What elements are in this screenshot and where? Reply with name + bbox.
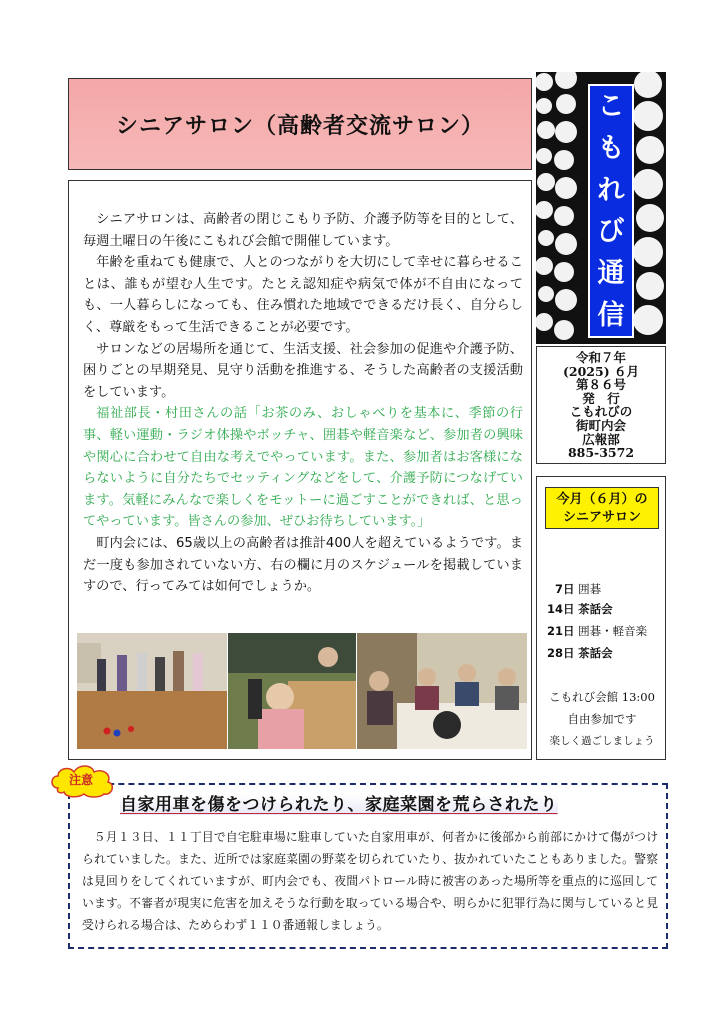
masthead-char: 通 — [597, 257, 625, 289]
photo-group-meeting — [357, 633, 527, 749]
masthead-char: れ — [597, 174, 625, 206]
masthead-char: び — [597, 216, 625, 248]
schedule-date: 7日 — [555, 582, 575, 596]
article-paragraph: サロンなどの居場所を通じて、生活支援、社会参加の促進や介護予防、困りごとの早期発見、見守り活動を推進する、そうした高齢者の支援活動をしています。 — [83, 341, 523, 400]
article-quote: 福祉部長・村田さんの話「お茶のみ、おしゃべりを基本に、季節の行事、軽い運動・ラジオ体操やボッチャ、囲碁や軽音楽など、参加者の興味や関心に合わせて自由な考えでやっています。また、参加者はお客様にならないように自分たちでセッティングなどをして、介護予防につなげています。気軽にみんなで楽しくをモットーに過ごすことができれば、と思ってやっています。皆さんの参加、ぜひお待ちしています。」 — [83, 406, 523, 530]
article-body — [83, 209, 523, 598]
schedule-date: 21日 — [547, 624, 575, 638]
masthead-char: も — [597, 132, 625, 164]
issue-line: (2025) ６月 — [563, 363, 639, 379]
schedule-row — [537, 601, 667, 617]
schedule-date: 28日 — [547, 646, 575, 660]
schedule-note: 楽しく過ごしましょう — [549, 735, 655, 747]
article-paragraph: シニアサロンは、高齢者の閉じこもり予防、介護予防等を目的として、毎週土曜日の午後にこもれび会館で開催しています。 — [83, 212, 523, 249]
schedule-heading — [545, 487, 659, 529]
issue-line: 発 行 — [582, 390, 620, 406]
masthead-char: こ — [597, 91, 625, 123]
schedule-activity: 囲碁 — [578, 582, 602, 596]
photo-table-game — [228, 633, 356, 749]
photo-bocce — [77, 633, 227, 749]
masthead-title — [588, 84, 634, 338]
schedule-note: 自由参加です — [567, 712, 637, 726]
schedule-activity: 茶話会 — [578, 602, 613, 616]
schedule-activity: 茶話会 — [578, 646, 613, 660]
notice-headline — [120, 790, 632, 814]
issue-line: 令和７年 — [575, 350, 626, 365]
notice-badge — [48, 762, 118, 798]
notice-badge-label: 注意 — [68, 773, 93, 787]
issue-line: 第８６号 — [575, 377, 626, 393]
schedule-row — [537, 623, 667, 639]
notice-headline-text: 自家用車を傷をつけられたり、家庭菜園を荒らされたり — [120, 795, 558, 815]
schedule-note: こもれび会館 13:00 — [549, 690, 655, 704]
issue-line: こもれびの — [569, 404, 633, 420]
schedule-heading-line: シニアサロン — [562, 510, 641, 525]
header-banner — [68, 78, 532, 170]
schedule-row — [537, 645, 667, 661]
schedule-activity: 囲碁・軽音楽 — [578, 624, 648, 638]
article-box — [68, 180, 532, 760]
schedule-date: 14日 — [547, 602, 575, 616]
article-paragraph: 年齢を重ねても健康で、人とのつながりを大切にして幸せに暮らせることは、誰もが望む人生です。たとえ認知症や病気で体が不自由になっても、一人暮らしになっても、住み慣れた地域でできるだけ長く、自分らしく、尊厳をもって生活できることが必要です。 — [83, 255, 523, 335]
schedule-box — [536, 476, 666, 760]
masthead-char: 信 — [597, 299, 625, 331]
page-title: シニアサロン（高齢者交流サロン） — [115, 113, 484, 139]
article-paragraph: 町内会には、65歳以上の高齢者は推計400人を超えているようです。まだ一度も参加されていない方、右の欄に月のスケジュールを掲載していますので、行ってみては如何でしょうか。 — [83, 535, 523, 595]
notice-body: ５月１３日、１１丁目で自宅駐車場に駐車していた自家用車が、何者かに後部から前部にかけて傷がつけられていました。また、近所では家庭菜園の野菜を切られていたり、抜かれていたこともありました。警察は見回りをしてくれていますが、町内会でも、夜間パトロール時に被害のあった場所等を重点的に巡回しています。不審者が現実に危害を加えそうな行動を取っている場合や、明らかに犯罪行為に関与していると見受けられる場合は、ためらわず１１０番通報しましょう。 — [82, 830, 658, 932]
schedule-heading-line: 今月（６月）の — [556, 492, 648, 507]
issue-line: 街町内会 — [575, 417, 626, 433]
schedule-row — [537, 581, 667, 597]
issue-line: 広報部 — [582, 431, 620, 447]
issue-line: 885-3572 — [567, 445, 635, 461]
issue-info — [536, 346, 666, 464]
